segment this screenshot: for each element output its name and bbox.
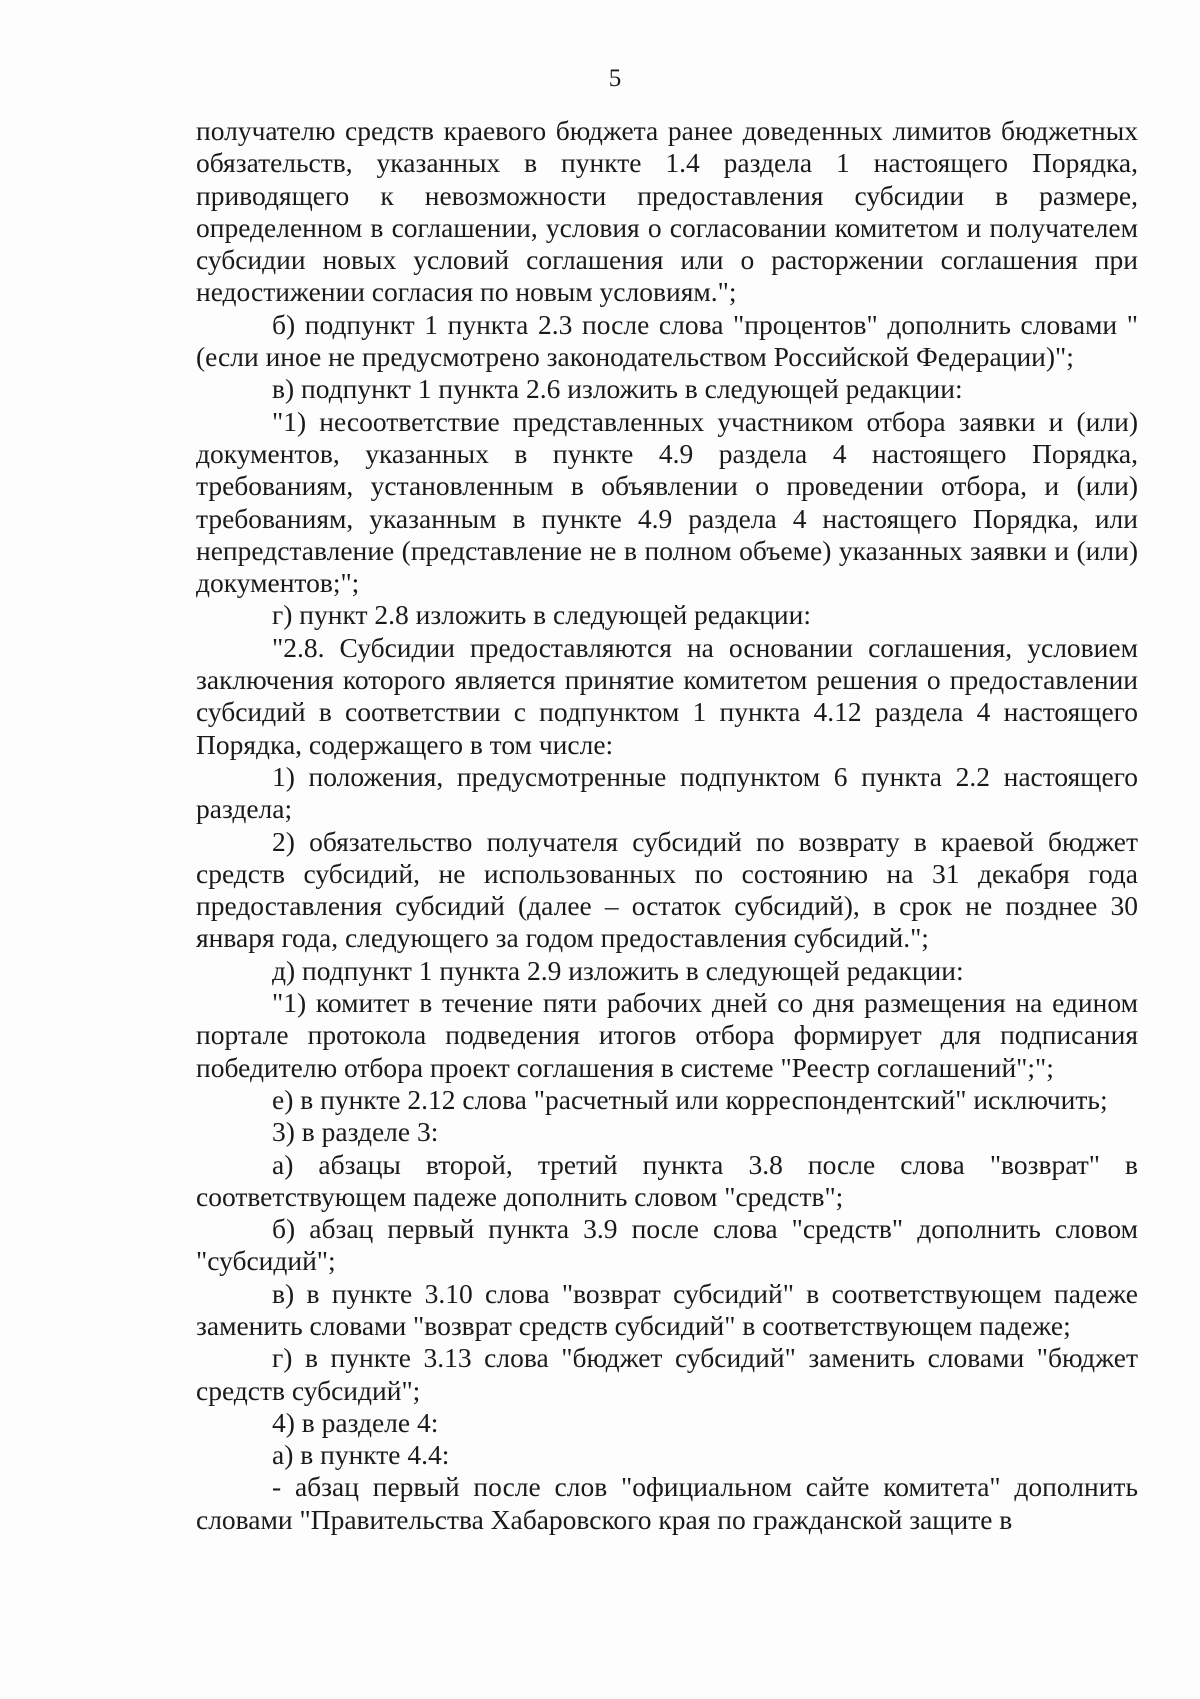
paragraph: "2.8. Субсидии предоставляются на основании соглашения, условием заключения которого является принятие комитетом решения о предоставлении субсидий в соответствии с подпунктом 1 пункта 4.12 раздела 4 настоящего Порядка, содержащего в том числе: [196,631,1138,760]
paragraph: 1) положения, предусмотренные подпунктом 6 пункта 2.2 настоящего раздела; [196,760,1138,825]
paragraph: в) в пункте 3.10 слова "возврат субсидий" в соответствующем падеже заменить словами "возврат средств субсидий" в соответствующем падеже; [196,1277,1138,1341]
paragraph: 2) обязательство получателя субсидий по возврату в краевой бюджет средств субсидий, не использованных по состоянию на 31 декабря года предоставления субсидий (далее – остаток субсидий), в срок не позднее 30 января года, следующего за годом предоставления субсидий."; [196,825,1138,954]
paragraph: 3) в разделе 3: [272,1116,439,1148]
paragraph: а) абзацы второй, третий пункта 3.8 после слова "возврат" в соответствующем падеже дополнить словом "средств"; [196,1148,1138,1212]
paragraph: - абзац первый после слов "официальном сайте комитета" дополнить словами "Правительства Хабаровского края по гражданской защите в [196,1471,1138,1535]
page-number: 5 [608,65,622,92]
document-body [196,115,1138,1536]
paragraph: г) пункт 2.8 изложить в следующей редакции: [272,599,811,631]
paragraph: д) подпункт 1 пункта 2.9 изложить в следующей редакции: [272,954,964,986]
paragraph: в) подпункт 1 пункта 2.6 изложить в следующей редакции: [272,373,963,405]
paragraph: б) абзац первый пункта 3.9 после слова "средств" дополнить словом "субсидий"; [196,1213,1138,1277]
paragraph: б) подпункт 1 пункта 2.3 после слова "процентов" дополнить словами "(если иное не предусмотрено законодательством Российской Федерации)"; [196,308,1138,373]
paragraph: 4) в разделе 4: [272,1406,439,1438]
paragraph: е) в пункте 2.12 слова "расчетный или корреспондентский" исключить; [272,1083,1108,1115]
paragraph: "1) несоответствие представленных участником отбора заявки и (или) документов, указанных в пункте 4.9 раздела 4 настоящего Порядка, требованиям, установленным в объявлении о проведении отбора, и (или) требованиям, указанным в пункте 4.9 раздела 4 настоящего Порядка, или непредставление (представление не в полном объеме) указанных заявки и (или) документов;"; [196,405,1138,599]
paragraph: а) в пункте 4.4: [272,1439,450,1471]
paragraph: г) в пункте 3.13 слова "бюджет субсидий" заменить словами "бюджет средств субсидий"; [196,1342,1138,1406]
paragraph: "1) комитет в течение пяти рабочих дней со дня размещения на едином портале протокола подведения итогов отбора формирует для подписания победителю отбора проект соглашения в системе "Реестр соглашений";"; [196,987,1138,1083]
paragraph-continuation: получателю средств краевого бюджета ранее доведенных лимитов бюджетных обязательств, указанных в пункте 1.4 раздела 1 настоящего Порядка, приводящего к невозможности предоставления субсидии в размере, определенном в соглашении, условия о согласовании комитетом и получателем субсидии новых условий соглашения или о расторжении соглашения при недостижении согласия по новым условиям."; [196,115,1138,308]
